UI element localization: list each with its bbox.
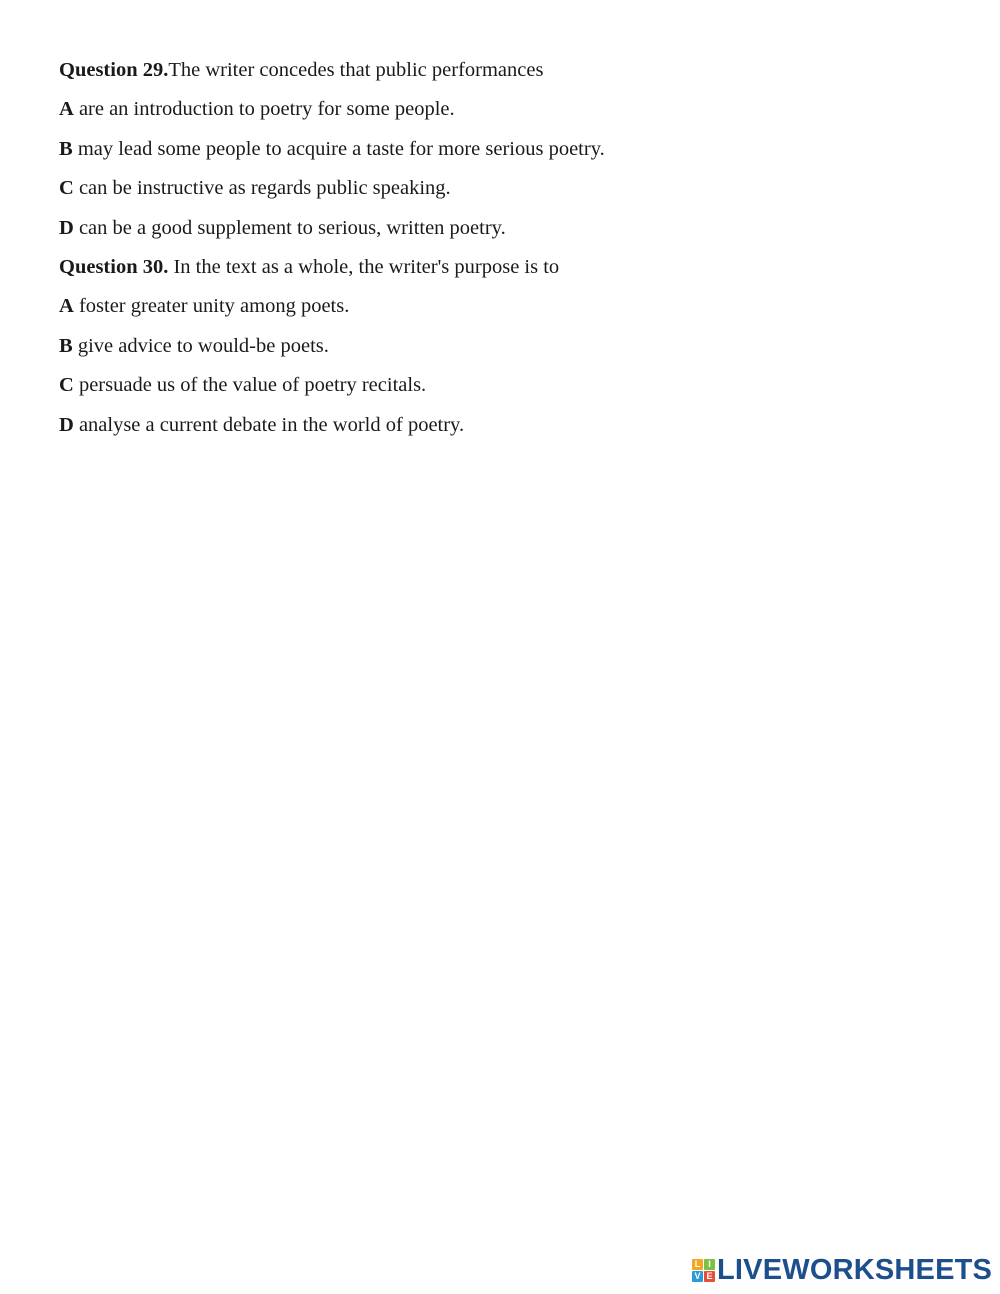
option-text: may lead some people to acquire a taste for more serious poetry.	[72, 137, 605, 160]
logo-mark-cell: I	[704, 1259, 715, 1270]
logo-mark-icon	[692, 1259, 715, 1282]
option-text: can be a good supplement to serious, written poetry.	[73, 216, 506, 239]
option-text: foster greater unity among poets.	[73, 295, 350, 318]
option-letter: D	[59, 413, 74, 436]
question-prompt: In the text as a whole, the writer's purpose is to	[168, 255, 560, 278]
option-letter: C	[59, 374, 74, 397]
option-29-c	[59, 176, 959, 200]
option-letter: C	[59, 177, 74, 200]
logo-mark-cell: E	[704, 1271, 715, 1282]
option-text: give advice to would-be poets.	[72, 334, 329, 357]
logo-text: LIVEWORKSHEETS	[717, 1254, 993, 1286]
option-30-b	[59, 334, 959, 358]
question-number: Question 30.	[59, 255, 169, 278]
option-text: are an introduction to poetry for some people.	[73, 98, 455, 121]
option-text: analyse a current debate in the world of poetry.	[73, 413, 465, 436]
question-29	[59, 58, 959, 82]
option-text: can be instructive as regards public speaking.	[73, 177, 451, 200]
option-29-b	[59, 137, 959, 161]
option-30-d	[59, 413, 959, 437]
logo-mark-cell: L	[692, 1259, 703, 1270]
option-30-c	[59, 373, 959, 397]
logo-mark-cell: V	[692, 1271, 703, 1282]
option-letter: B	[59, 137, 73, 160]
option-30-a	[59, 294, 959, 318]
liveworksheets-logo	[692, 1255, 992, 1285]
option-letter: B	[59, 334, 73, 357]
worksheet-content	[59, 58, 959, 452]
option-29-a	[59, 97, 959, 121]
question-30	[59, 255, 959, 279]
question-prompt: The writer concedes that public performances	[168, 59, 544, 81]
option-text: persuade us of the value of poetry recitals.	[73, 374, 427, 397]
option-letter: D	[59, 216, 74, 239]
option-letter: A	[59, 98, 74, 121]
option-letter: A	[59, 295, 74, 318]
question-number: Question 29.	[59, 59, 169, 81]
option-29-d	[59, 216, 959, 240]
